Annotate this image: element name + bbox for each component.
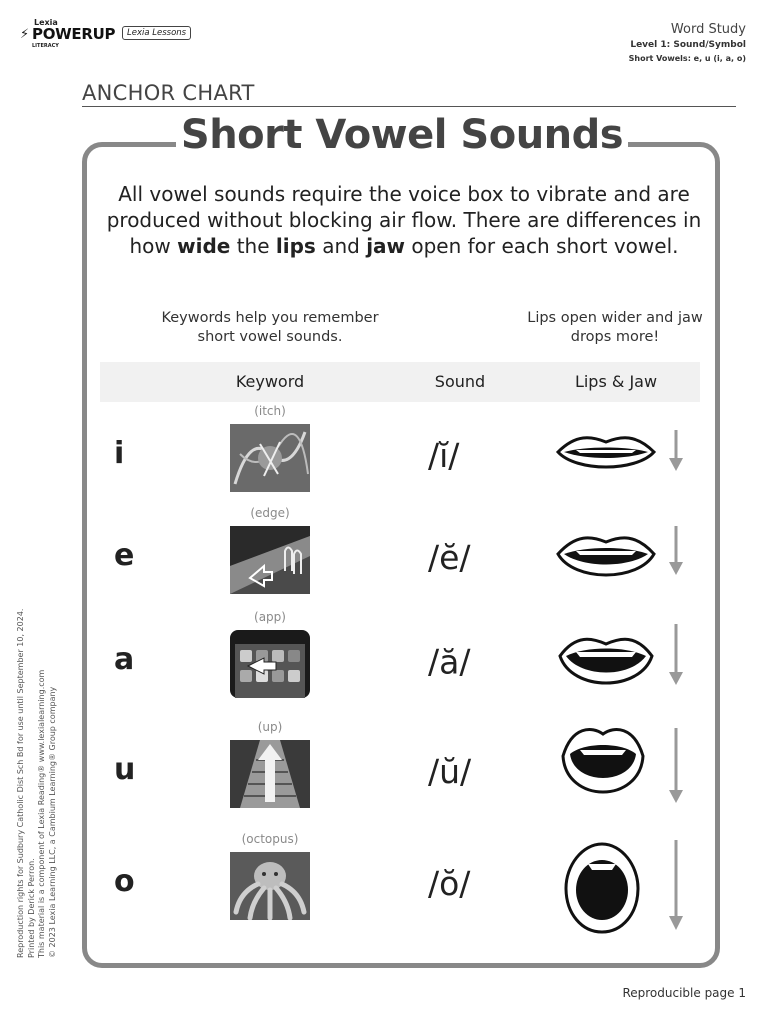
logo-powerup-text: POWERUP bbox=[32, 25, 116, 43]
sound-symbol: /ŭ/ bbox=[428, 752, 472, 791]
column-keyword: Keyword bbox=[235, 372, 305, 391]
lips-jaw-note: Lips open wider and jaw drops more! bbox=[527, 310, 703, 345]
logo-literacy-text: LITERACY bbox=[32, 43, 59, 49]
mouth-e-icon bbox=[556, 524, 656, 588]
anchor-chart-label: ANCHOR CHART bbox=[82, 81, 255, 105]
arrow-down-icon bbox=[668, 526, 684, 576]
level-label: Level 1: Sound/Symbol bbox=[630, 40, 746, 50]
page-footer: Reproducible page 1 bbox=[622, 986, 746, 1000]
arrow-down-icon bbox=[668, 624, 684, 686]
keyword-note: Keywords help you remember short vowel sounds. bbox=[161, 310, 379, 345]
arrow-down-icon bbox=[668, 728, 684, 804]
vowel-letter: o bbox=[114, 864, 135, 899]
vowel-letter: u bbox=[114, 752, 136, 787]
lexia-lessons-badge: Lexia Lessons bbox=[122, 26, 191, 40]
topic-label: Short Vowels: e, u (i, a, o) bbox=[628, 54, 746, 63]
keyword-caption: (edge) bbox=[250, 506, 290, 520]
mouth-o-icon bbox=[564, 840, 640, 936]
vowel-letter: e bbox=[114, 538, 135, 573]
sound-symbol: /ă/ bbox=[428, 642, 471, 681]
sound-symbol: /ĭ/ bbox=[428, 436, 460, 475]
reproduction-notice: Reproduction rights for Sudbury Catholic Dist Sch Bd for use until September 10, 2024. Printed by Derick Perron. This material is a component of Lexia Reading® www.lexialearning.com © 2023 Lexia Learning LLC, a Cambium Learning® Group company bbox=[16, 608, 57, 958]
arrow-down-icon bbox=[668, 430, 684, 472]
itch-photo-icon bbox=[230, 424, 310, 492]
bolt-icon: ⚡ bbox=[20, 27, 30, 42]
table-row bbox=[100, 830, 700, 934]
keyword-caption: (itch) bbox=[254, 404, 286, 418]
sound-symbol: /ĕ/ bbox=[428, 538, 471, 577]
intro-paragraph: All vowel sounds require the voice box to vibrate and are produced without blocking air flow. There are differences in how wide the lips and jaw open for each short vowel. bbox=[106, 182, 702, 258]
table-row bbox=[100, 504, 700, 608]
octopus-photo-icon bbox=[230, 852, 310, 920]
column-lips-jaw: Lips & Jaw bbox=[574, 372, 658, 391]
keyword-caption: (app) bbox=[254, 610, 286, 624]
app-phone-icon bbox=[230, 630, 310, 698]
table-row bbox=[100, 402, 700, 506]
arrow-down-icon bbox=[668, 840, 684, 932]
column-sound: Sound bbox=[434, 372, 486, 391]
keyword-caption: (octopus) bbox=[241, 832, 299, 846]
vowel-letter: i bbox=[114, 436, 125, 471]
vowel-letter: a bbox=[114, 642, 135, 677]
table-row bbox=[100, 718, 700, 822]
lexia-powerup-logo bbox=[20, 18, 210, 54]
header-info bbox=[629, 22, 746, 63]
edge-photo-icon bbox=[230, 526, 310, 594]
table-row bbox=[100, 608, 700, 712]
mouth-i-icon bbox=[556, 422, 656, 482]
sound-symbol: /ŏ/ bbox=[428, 864, 471, 903]
up-escalator-icon bbox=[230, 740, 310, 808]
mouth-a-icon bbox=[556, 628, 656, 696]
logo-lexia-text: Lexia bbox=[34, 18, 58, 27]
mouth-u-icon bbox=[560, 720, 646, 808]
header-divider bbox=[82, 106, 736, 107]
section-title: Word Study bbox=[670, 22, 746, 37]
page-title: Short Vowel Sounds bbox=[180, 112, 624, 158]
keyword-caption: (up) bbox=[257, 720, 283, 734]
